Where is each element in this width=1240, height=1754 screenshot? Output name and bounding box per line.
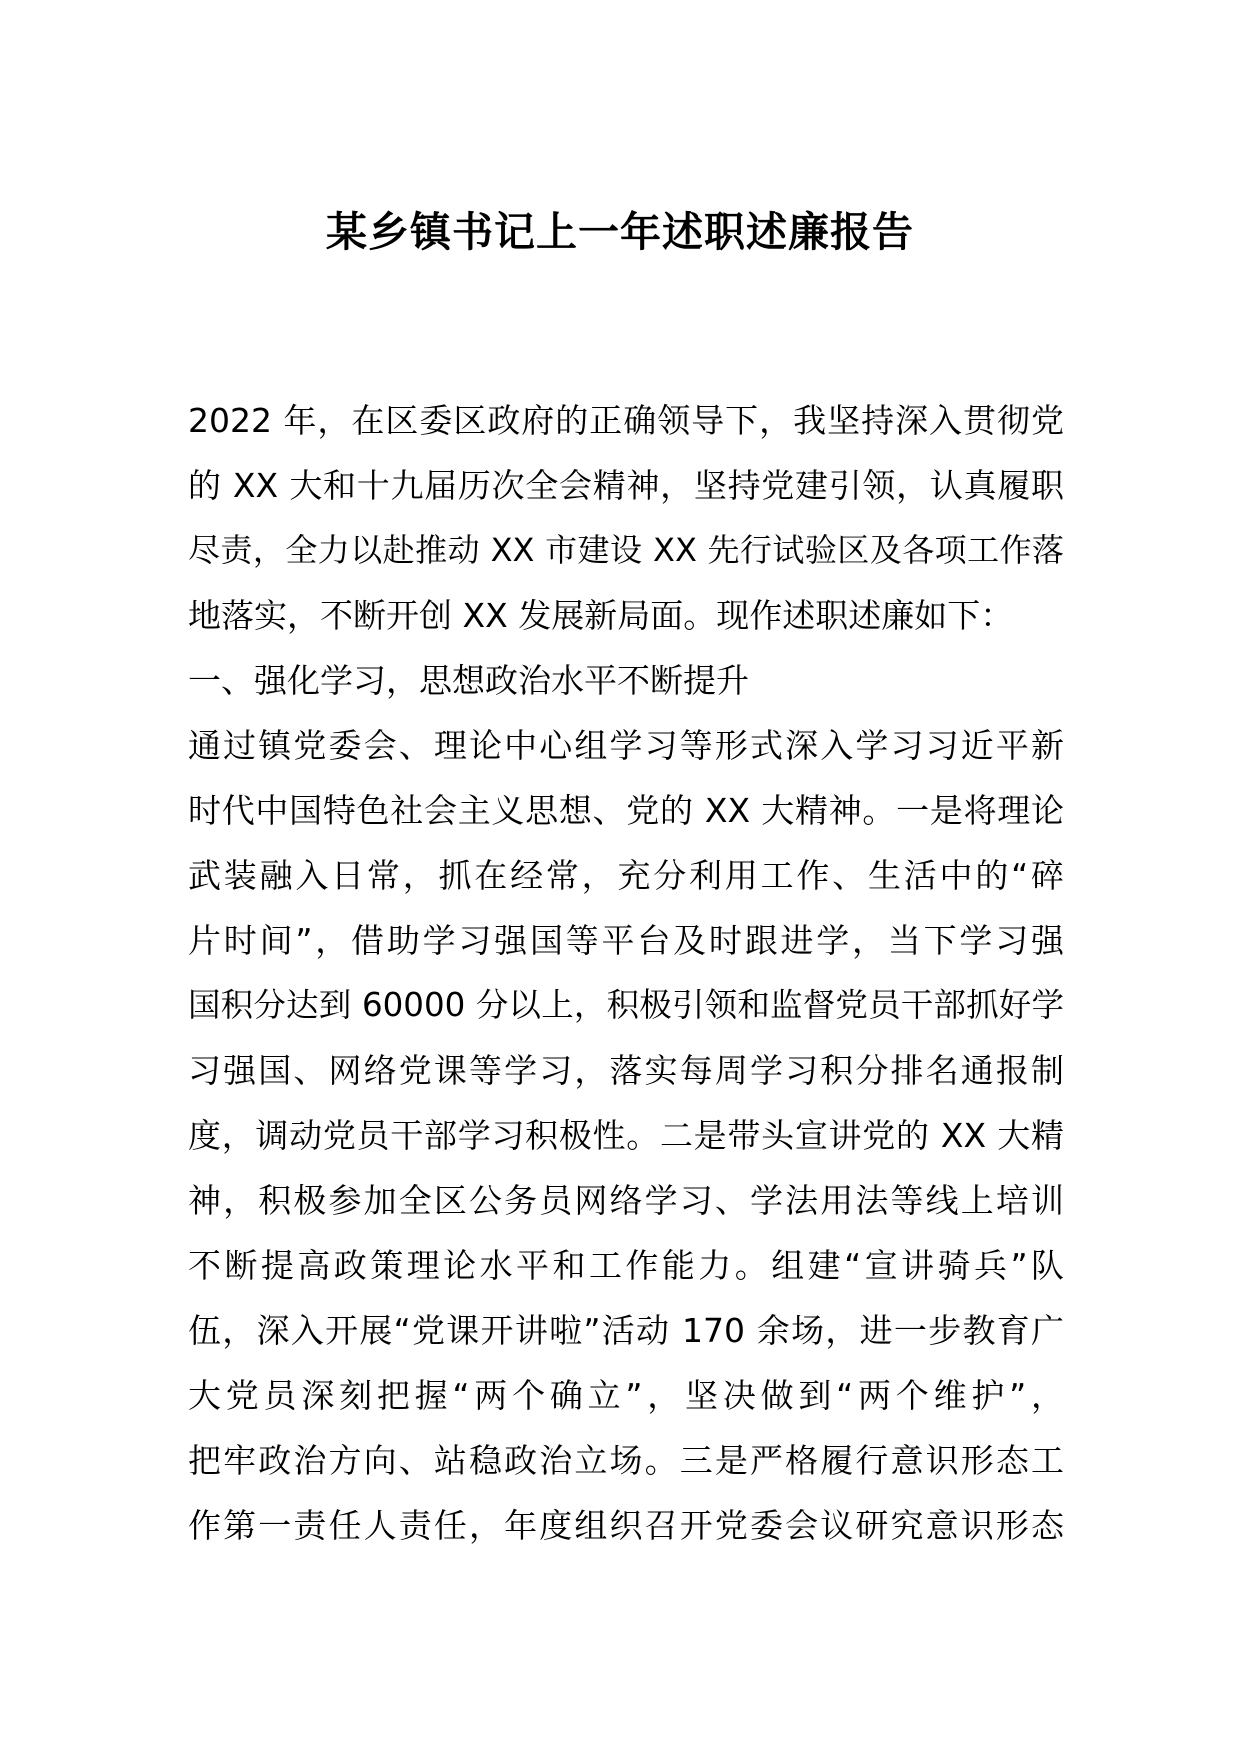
body-line: 时代中国特色社会主义思想、党的 XX 大精神。一是将理论 [188, 791, 1064, 830]
body-line: 国积分达到 60000 分以上，积极引领和监督党员干部抓好学 [188, 986, 1064, 1024]
body-line: 作第一责任人责任，年度组织召开党委会议研究意识形态 [188, 1506, 1064, 1545]
body-line: 不断提高政策理论水平和工作能力。组建“宣讲骑兵”队 [188, 1246, 1064, 1285]
body-line: 通过镇党委会、理论中心组学习等形式深入学习习近平新 [188, 726, 1064, 765]
body-line: 把牢政治方向、站稳政治立场。三是严格履行意识形态工 [188, 1441, 1064, 1480]
body-line: 武装融入日常，抓在经常，充分利用工作、生活中的“碎 [188, 856, 1064, 895]
body-line: 伍，深入开展“党课开讲啦”活动 170 余场，进一步教育广 [188, 1311, 1064, 1350]
body-line: 的 XX 大和十九届历次全会精神，坚持党建引领，认真履职 [188, 466, 1064, 505]
body-line: 大党员深刻把握“两个确立”，坚决做到“两个维护”， [188, 1376, 1064, 1415]
body-line: 2022 年，在区委区政府的正确领导下，我坚持深入贯彻党 [188, 401, 1064, 440]
body-line: 地落实，不断开创 XX 发展新局面。现作述职述廉如下： [188, 596, 1014, 635]
body-line: 尽责，全力以赴推动 XX 市建设 XX 先行试验区及各项工作落 [188, 531, 1064, 569]
body-line: 度，调动党员干部学习积极性。二是带头宣讲党的 XX 大精 [188, 1116, 1064, 1155]
body-line: 神，积极参加全区公务员网络学习、学法用法等线上培训 [188, 1181, 1064, 1220]
body-line: 习强国、网络党课等学习，落实每周学习积分排名通报制 [188, 1051, 1064, 1090]
document-body [188, 388, 1064, 1558]
document-title: 某乡镇书记上一年述职述廉报告 [326, 208, 914, 256]
body-line: 片时间”，借助学习强国等平台及时跟进学，当下学习强 [188, 921, 1064, 960]
section-heading: 一、强化学习，思想政治水平不断提升 [188, 661, 749, 700]
